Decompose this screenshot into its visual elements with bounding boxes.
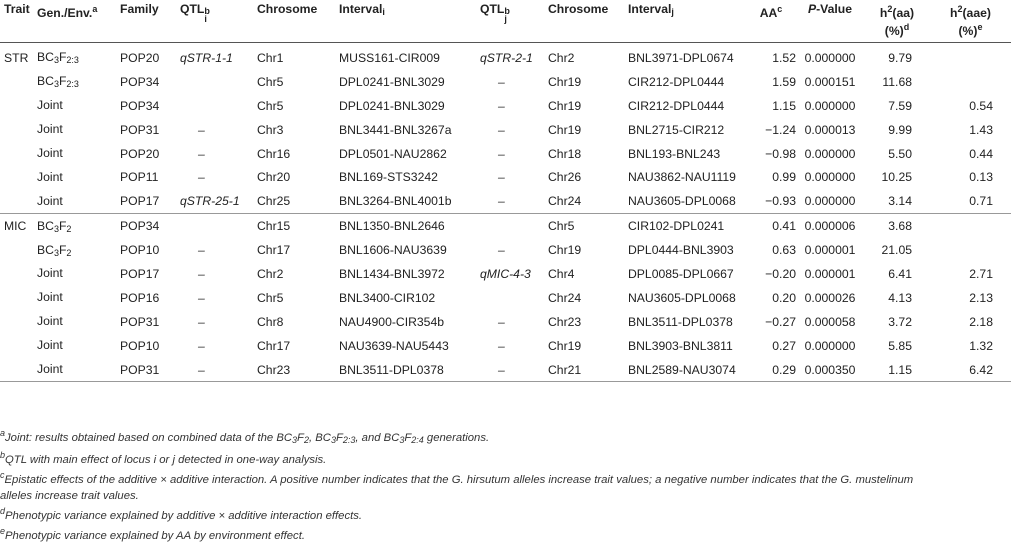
cell-trait [0,286,37,310]
cell-h2-aa: 5.50 [888,146,912,161]
cell-interval-i: DPL0241-BNL3029 [339,74,445,89]
cell-gen-env: Joint [37,193,63,208]
header-aa: $AA^c$ [746,0,796,43]
footnote-a: $^a$Joint: results obtained based on combined data of the $BC_3F_2$, $BC_3F_{2:3}$, and $BC_3F_{2:4}$ generations. [0,428,490,445]
cell-aa: 0.99 [772,170,796,185]
table-row [0,94,1011,118]
cell-chrom-j: Chr24 [548,194,582,209]
cell-chrom-i: Chr15 [257,214,339,238]
cell-h2-aae: 1.32 [969,338,993,353]
cell-interval-j: CIR212-DPL0444 [628,98,725,113]
cell-h2-aae: 1.43 [969,122,993,137]
cell-qtl-i: – [198,243,205,258]
cell-interval-i: BNL3264-BNL4001b [339,194,452,209]
cell-h2-aa: 10.25 [881,170,912,185]
cell-interval-i: BNL1350-BNL2646 [339,214,480,238]
cell-h2-aa: 9.99 [888,122,912,137]
cell-qtl-i: – [198,338,205,353]
cell-family: POP20 [120,50,160,65]
cell-p-value: 0.000000 [804,194,856,209]
cell-h2-aa: 1.15 [864,358,930,382]
cell-h2-aae: 0.71 [969,194,993,209]
cell-chrom-i: Chr25 [257,194,291,209]
footnote-c: $^c$Epistatic effects of the additive × additive interaction. A positive number indicates that the G. hirsutum alleles increase trait values; a negative number indicates that the G. mustelinum alleles increase trait values. [0,470,914,502]
cell-chrom-i: Chr16 [257,146,291,161]
cell-trait [0,334,37,358]
header-chrom-j: Chrosome [548,0,628,43]
cell-trait: MIC [0,214,37,238]
cell-qtl-i [180,70,257,94]
cell-family: POP10 [120,243,160,258]
cell-interval-i: BNL1434-BNL3972 [339,266,445,281]
cell-h2-aa: 4.13 [888,290,912,305]
table-row [0,238,1011,262]
cell-h2-aa: 5.85 [888,338,912,353]
cell-trait [0,310,37,334]
cell-interval-i: BNL3400-CIR102 [339,290,436,305]
cell-qtl-i [180,214,257,238]
cell-qtl-i: – [198,122,205,137]
cell-h2-aa: 7.59 [888,98,912,113]
cell-p-value: 0.000000 [804,98,856,113]
cell-family: POP11 [120,170,159,185]
cell-qtl-j: – [498,338,505,353]
cell-p-value: 0.000350 [796,358,864,382]
cell-chrom-j: Chr19 [548,243,582,258]
cell-trait: STR [4,50,29,65]
cell-interval-j: DPL0085-DPL0667 [628,266,734,281]
table-row [0,189,1011,213]
cell-h2-aae [930,238,1011,262]
cell-chrom-j: Chr26 [548,170,582,185]
cell-interval-i: NAU4900-CIR354b [339,314,445,329]
cell-chrom-i: Chr2 [257,266,284,281]
cell-gen-env: Joint [37,169,63,184]
cell-interval-i: DPL0241-BNL3029 [339,98,445,113]
cell-h2-aae [930,43,1011,70]
cell-interval-i: BNL169-STS3242 [339,170,438,185]
cell-aa: −0.27 [765,314,796,329]
cell-h2-aae: 0.44 [969,146,993,161]
cell-aa: 0.41 [746,214,796,238]
header-interval-j: Interval$_j$ [628,0,746,43]
cell-interval-i: BNL3511-DPL0378 [339,358,480,382]
cell-family: POP31 [120,122,160,137]
footnote-e: $^e$Phenotypic variance explained by AA by environment effect. [0,526,305,543]
cell-chrom-i: Chr1 [257,50,284,65]
cell-family: POP17 [120,194,160,209]
header-family: Family [120,0,180,43]
cell-interval-j: NAU3862-NAU1119 [628,170,736,185]
cell-h2-aa: 3.72 [888,314,912,329]
cell-h2-aae [930,214,1011,238]
cell-chrom-i: Chr5 [257,290,284,305]
cell-gen-env: Joint [37,266,63,281]
cell-qtl-i: – [198,290,205,305]
cell-qtl-j: qSTR-2-1 [480,50,533,65]
cell-p-value: 0.000006 [796,214,864,238]
cell-h2-aa: 6.41 [888,266,912,281]
cell-aa: −0.98 [765,146,796,161]
cell-family: POP17 [120,266,160,281]
cell-aa: 0.63 [772,243,796,258]
cell-family: POP31 [120,358,180,382]
table-row [0,118,1011,142]
cell-chrom-i: Chr20 [257,170,291,185]
cell-gen-env: Joint [37,290,63,305]
cell-chrom-j: Chr23 [548,314,582,329]
cell-interval-i: DPL0501-NAU2862 [339,146,447,161]
cell-interval-j: CIR212-DPL0444 [628,74,725,89]
cell-trait [0,238,37,262]
cell-p-value: 0.000013 [804,122,856,137]
cell-p-value: 0.000000 [804,338,856,353]
cell-family: POP16 [120,290,160,305]
cell-h2-aa: 9.79 [888,50,912,65]
cell-chrom-i: Chr23 [257,358,339,382]
header-trait: Trait [0,0,37,43]
cell-interval-j: BNL3511-DPL0378 [628,314,733,329]
cell-family: POP34 [120,74,160,89]
cell-aa: −0.93 [765,194,796,209]
header-h2-aae: $h^2(aae)$ (%)$^e$ [930,0,1011,43]
cell-family: POP34 [120,214,180,238]
cell-trait [0,94,37,118]
cell-interval-j: BNL193-BNL243 [628,146,721,161]
cell-aa: 0.20 [772,290,796,305]
cell-qtl-j: – [498,122,505,137]
cell-qtl-j: qMIC-4-3 [480,266,531,281]
cell-interval-j: BNL3903-BNL3811 [628,338,733,353]
cell-p-value: 0.000000 [804,146,856,161]
header-gen-env: Gen./Env.$^a$ [37,0,120,43]
cell-p-value: 0.000001 [804,243,856,258]
cell-h2-aae: 0.54 [969,98,993,113]
cell-aa: 1.15 [772,98,796,113]
cell-chrom-i: Chr3 [257,122,284,137]
header-interval-i: Interval$_i$ [339,0,480,43]
cell-gen-env: Joint [37,146,63,160]
header-chrom-i: Chrosome [257,0,339,43]
cell-qtl-i: – [198,146,205,161]
cell-interval-j: CIR102-DPL0241 [628,214,746,238]
cell-h2-aae: 0.13 [969,170,993,185]
cell-trait [0,142,37,166]
cell-gen-env: Joint [37,98,63,113]
cell-qtl-i: – [180,358,257,382]
cell-trait [0,165,37,189]
cell-chrom-j: Chr19 [548,74,582,89]
cell-h2-aa: 11.68 [882,74,912,89]
cell-h2-aa: 3.68 [864,214,930,238]
cell-interval-j: BNL2589-NAU3074 [628,358,746,382]
cell-aa: 0.27 [772,338,796,353]
cell-chrom-j: Chr21 [548,358,628,382]
header-row [0,0,1011,43]
table-row [0,43,1011,70]
cell-chrom-i: Chr17 [257,243,291,258]
cell-gen-env: Joint [37,358,120,382]
cell-h2-aa: 3.14 [888,194,912,209]
cell-h2-aae: 6.42 [930,358,1011,382]
cell-p-value: 0.000151 [804,74,856,89]
cell-h2-aae: 2.13 [969,290,993,305]
cell-aa: −1.24 [765,122,796,137]
cell-h2-aae: 2.71 [969,266,993,281]
cell-trait [0,358,37,382]
cell-qtl-i: qSTR-25-1 [180,194,240,209]
table-row [0,262,1011,286]
cell-chrom-j: Chr18 [548,146,582,161]
cell-qtl-j [480,214,548,238]
cell-trait [0,118,37,142]
cell-interval-i: BNL1606-NAU3639 [339,243,447,258]
cell-aa: 0.29 [746,358,796,382]
cell-chrom-j: Chr24 [548,290,582,305]
cell-chrom-i: Chr5 [257,74,284,89]
header-h2-aa: $h^2(aa)$ (%)$^d$ [864,0,930,43]
cell-qtl-j: – [498,170,505,185]
cell-qtl-j: – [498,314,505,329]
table-body [0,43,1011,382]
cell-family: POP20 [120,146,160,161]
cell-family: POP31 [120,314,160,329]
cell-chrom-j: Chr4 [548,266,575,281]
cell-qtl-i: – [198,170,205,185]
footnote-d: $^d$Phenotypic variance explained by additive × additive interaction effects. [0,505,363,522]
cell-qtl-i: – [198,314,205,329]
cell-family: POP10 [120,338,160,353]
cell-qtl-i: – [198,266,205,281]
cell-gen-env: $BC_3F_2$ [37,242,72,258]
header-qtl-i: QTL b i [180,0,257,43]
cell-trait [0,189,37,213]
footnotes [0,426,1011,544]
cell-h2-aae: 2.18 [969,314,993,329]
cell-qtl-j: – [498,146,505,161]
cell-p-value: 0.000001 [804,266,856,281]
cell-interval-i: NAU3639-NAU5443 [339,338,449,353]
cell-qtl-j [480,286,548,310]
cell-chrom-j: Chr19 [548,338,582,353]
cell-p-value: 0.000000 [804,170,856,185]
cell-aa: 1.52 [772,50,796,65]
cell-gen-env: Joint [37,122,63,137]
cell-p-value: 0.000058 [804,314,856,329]
cell-p-value: 0.000000 [804,50,856,65]
cell-interval-j: DPL0444-BNL3903 [628,243,734,258]
cell-qtl-j: – [480,358,548,382]
cell-h2-aa: 21.05 [881,243,912,258]
cell-interval-i: BNL3441-BNL3267a [339,122,452,137]
cell-aa: 1.59 [772,74,796,89]
cell-gen-env: Joint [37,314,63,329]
cell-interval-i: MUSS161-CIR009 [339,50,440,65]
cell-h2-aae [930,70,1011,94]
table-row [0,142,1011,166]
table-row [0,334,1011,358]
cell-qtl-j: – [498,194,505,209]
table-row [0,286,1011,310]
footnote-b: $^b$QTL with main effect of locus i or j detected in one-way analysis. [0,450,327,467]
table-row [0,70,1011,94]
cell-trait [0,70,37,94]
cell-qtl-j: – [498,98,505,113]
cell-interval-j: BNL2715-CIR212 [628,122,725,137]
cell-gen-env: $BC_3F_{2:3}$ [37,50,79,66]
header-p-value: P-Value [796,0,864,43]
cell-chrom-i: Chr5 [257,98,284,113]
cell-chrom-i: Chr8 [257,314,284,329]
table-row [0,358,1011,382]
cell-gen-env: $BC_3F_{2:3}$ [37,74,79,90]
cell-qtl-i [180,94,257,118]
cell-qtl-j: – [498,74,505,89]
cell-chrom-j: Chr5 [548,214,628,238]
cell-p-value: 0.000026 [804,290,856,305]
cell-qtl-j: – [498,243,505,258]
cell-chrom-j: Chr19 [548,122,582,137]
table-row [0,310,1011,334]
cell-qtl-i: qSTR-1-1 [180,50,233,65]
cell-interval-j: BNL3971-DPL0674 [628,50,734,65]
cell-chrom-i: Chr17 [257,338,291,353]
table-row [0,165,1011,189]
cell-chrom-j: Chr2 [548,50,575,65]
table-row [0,214,1011,238]
cell-gen-env: Joint [37,338,63,353]
cell-gen-env: $BC_3F_2$ [37,214,120,238]
cell-chrom-j: Chr19 [548,98,582,113]
cell-aa: −0.20 [765,266,796,281]
header-qtl-j: QTL b j [480,0,548,43]
cell-trait [0,262,37,286]
cell-interval-j: NAU3605-DPL0068 [628,194,736,209]
cell-interval-j: NAU3605-DPL0068 [628,290,736,305]
cell-family: POP34 [120,98,160,113]
